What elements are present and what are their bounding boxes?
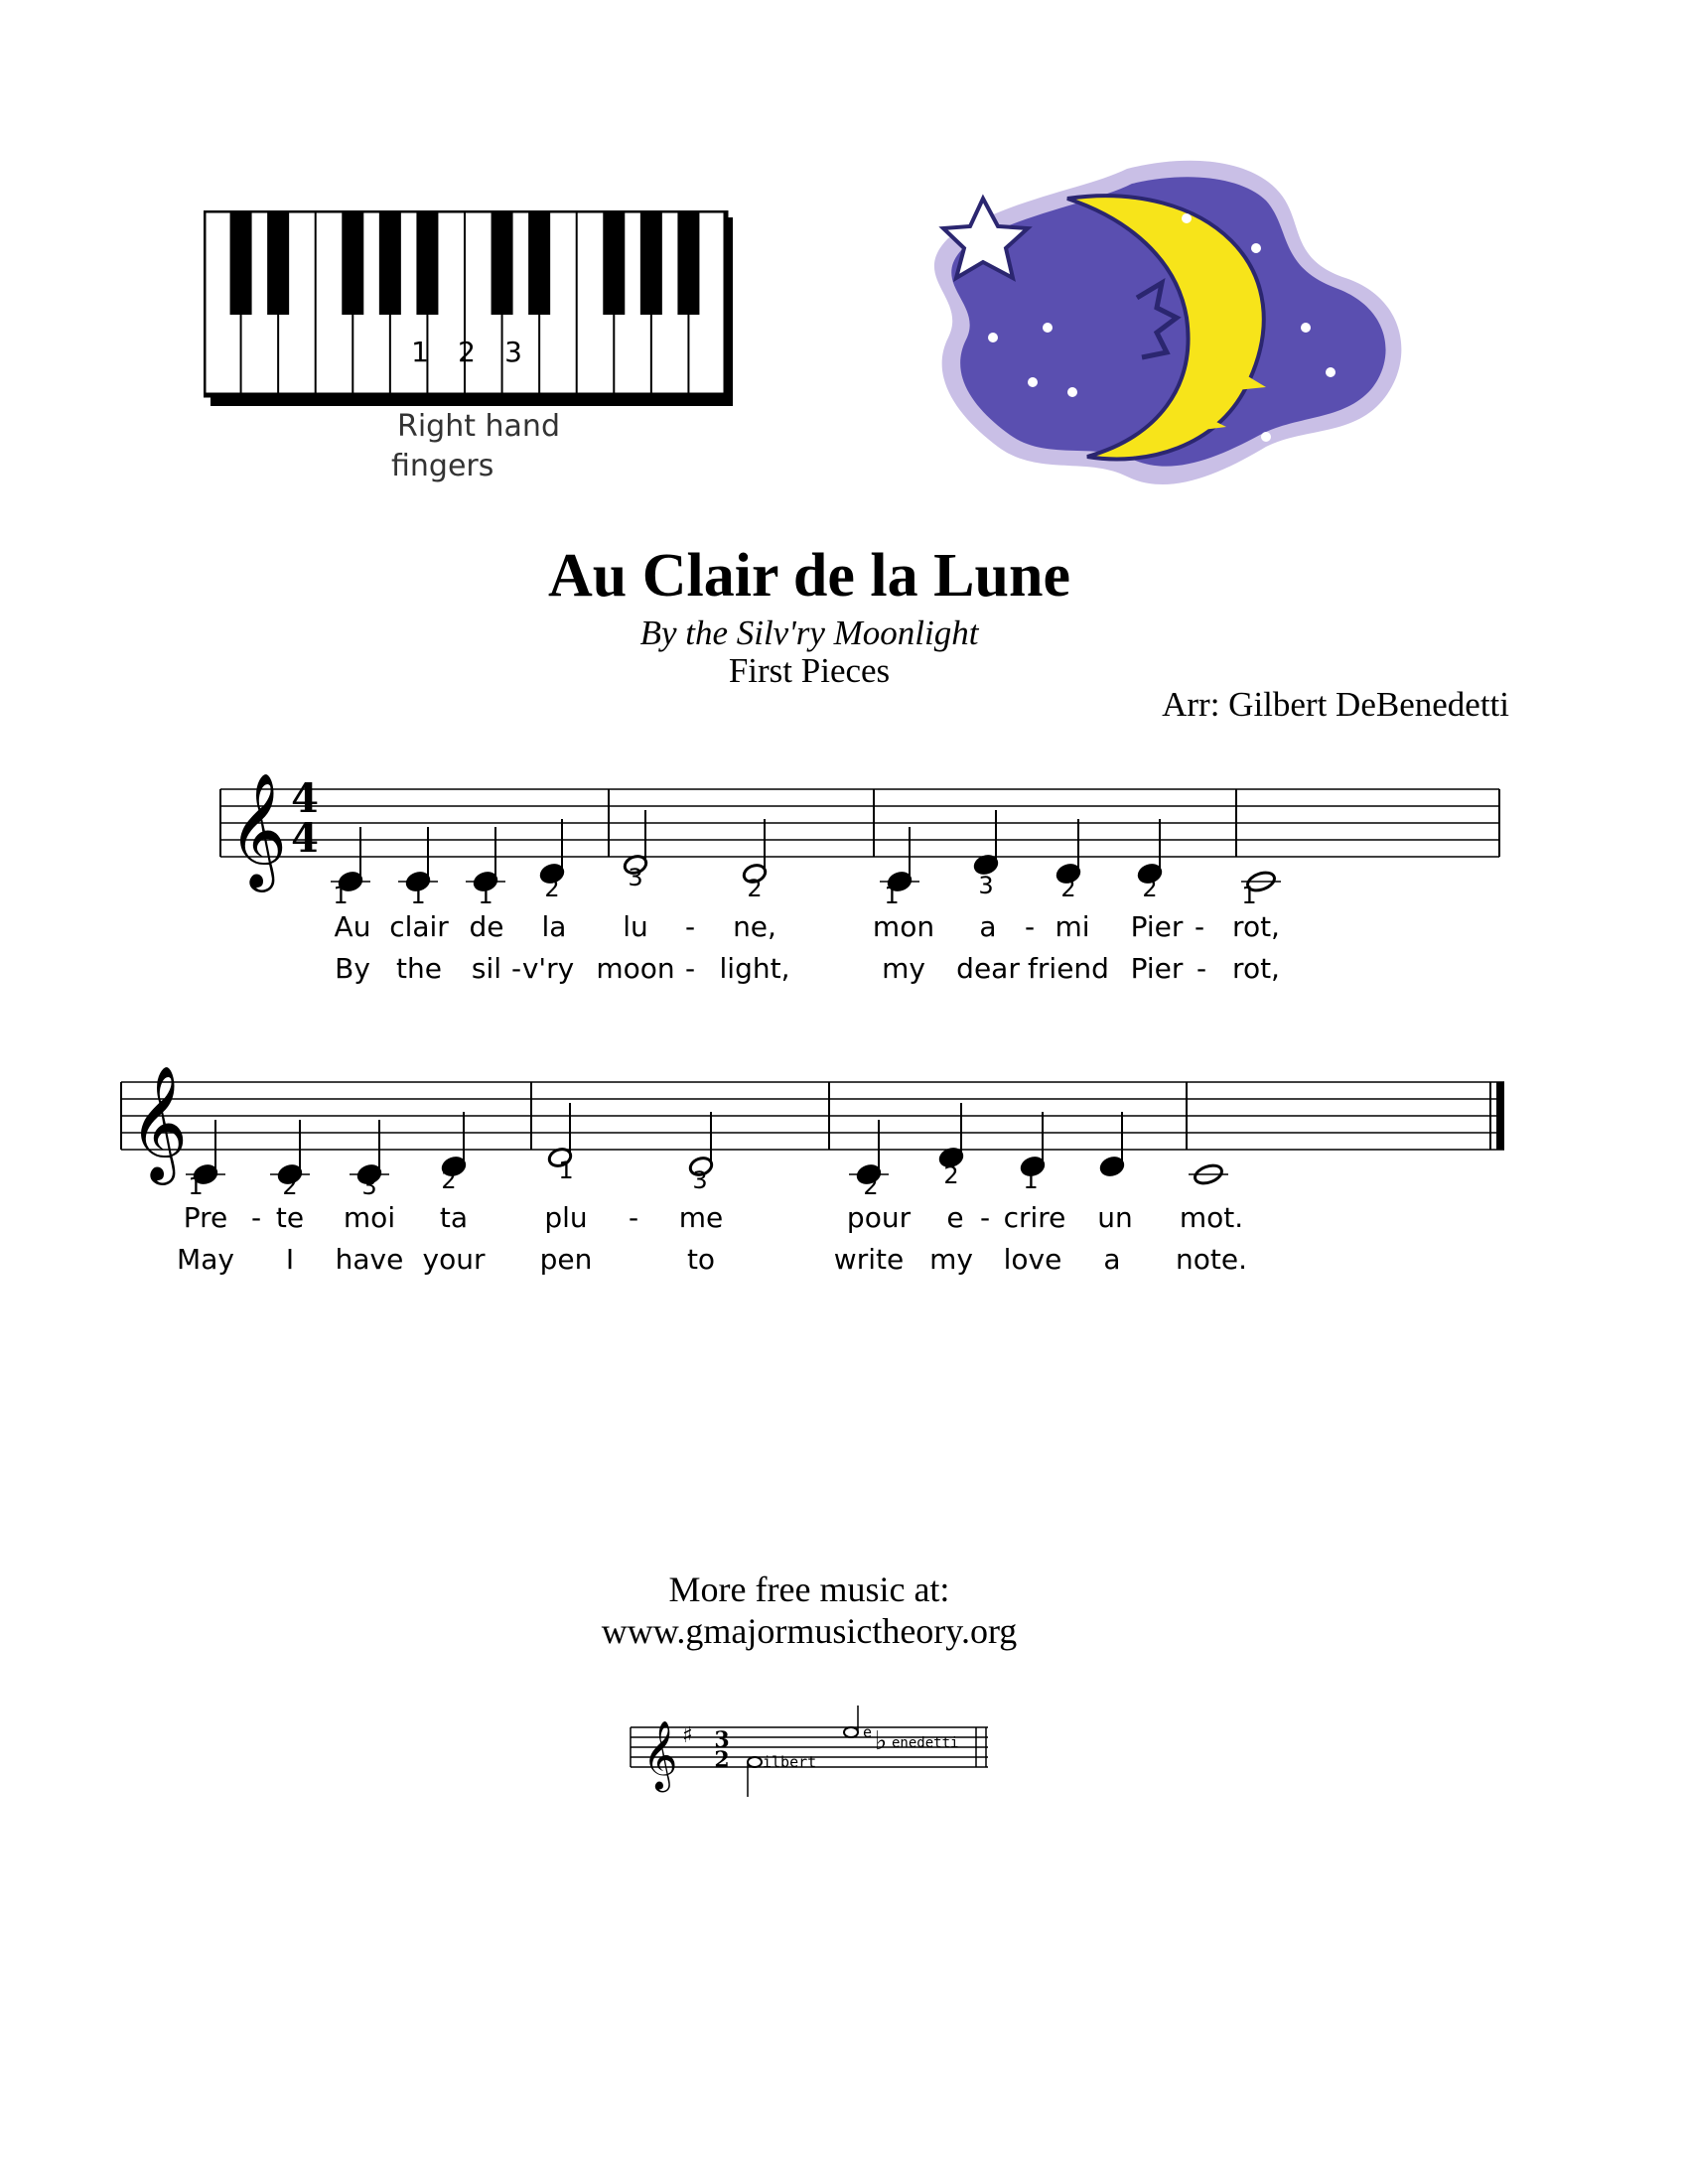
staff-system-1	[220, 771, 1499, 893]
signature-time-top: 3	[714, 1727, 730, 1753]
lyric-syllable: dear	[956, 952, 1020, 985]
lyric-syllable: ta	[439, 1201, 469, 1234]
time-signature-denominator: 4	[291, 815, 319, 862]
song-subtitle: By the Silv'ry Moonlight	[639, 614, 979, 652]
treble-clef-icon: 𝄞	[228, 771, 288, 887]
lyric-syllable: v'ry	[521, 952, 575, 985]
lyric-syllable: -	[979, 1201, 991, 1234]
signature-word-1: ilbert	[763, 1753, 817, 1771]
footer-text: More free music at:	[668, 1570, 950, 1609]
lyric-syllable: sil	[471, 952, 502, 985]
lyric-syllable: Pier	[1130, 952, 1184, 985]
lyric-syllable: May	[177, 1243, 234, 1276]
staff-system-2	[121, 1064, 1504, 1186]
finger-number: 2	[747, 875, 763, 902]
finger-number: 2	[1060, 875, 1076, 902]
svg-text:𝄞: 𝄞	[642, 1720, 678, 1790]
finger-number-1: 1	[411, 336, 429, 368]
svg-text:♭: ♭	[875, 1726, 888, 1756]
signature-time-bottom: 2	[714, 1747, 730, 1773]
lyric-syllable: mon	[872, 910, 935, 943]
finger-number: 3	[692, 1166, 708, 1194]
finger-number: 1	[1241, 882, 1257, 909]
arranger: Arr: Gilbert DeBenedetti	[1162, 685, 1509, 724]
lyric-syllable: -	[684, 910, 696, 943]
finger-number: 1	[410, 882, 426, 909]
lyric-syllable: moon	[596, 952, 675, 985]
signature-word-2: enedetti	[892, 1735, 959, 1751]
lyric-syllable: Au	[334, 910, 371, 943]
finger-number-2: 2	[458, 336, 476, 368]
time-signature-numerator: 4	[291, 775, 319, 822]
lyric-syllable: rot,	[1232, 910, 1280, 943]
lyric-syllable: -	[1194, 910, 1205, 943]
finger-number: 2	[863, 1172, 879, 1200]
finger-number: 2	[441, 1166, 457, 1194]
lyric-syllable: your	[422, 1243, 486, 1276]
lyric-syllable: mi	[1055, 910, 1090, 943]
finger-number: 1	[1023, 1166, 1039, 1194]
finger-number: 3	[978, 872, 994, 899]
lyric-syllable: friend	[1028, 952, 1109, 985]
fingering-system-2	[188, 1157, 1038, 1200]
finger-number: 2	[1142, 875, 1158, 902]
treble-clef-icon: 𝄞	[129, 1064, 189, 1180]
finger-number: 1	[333, 882, 349, 909]
lyric-syllable: a	[1103, 1243, 1121, 1276]
lyric-syllable: Pier	[1130, 910, 1184, 943]
lyric-syllable: ne,	[733, 910, 776, 943]
lyric-syllable: write	[833, 1243, 905, 1276]
lyric-syllable: love	[1003, 1243, 1062, 1276]
finger-number-3: 3	[504, 336, 522, 368]
lyric-syllable: me	[678, 1201, 724, 1234]
lyric-syllable: light,	[719, 952, 790, 985]
lyric-syllable: a	[979, 910, 997, 943]
lyric-syllable: -	[684, 952, 696, 985]
lyric-syllable: moi	[343, 1201, 396, 1234]
finger-number: 2	[943, 1161, 959, 1189]
fingering-system-1	[333, 864, 1256, 909]
lyric-syllable: -	[1196, 952, 1207, 985]
lyric-syllable: pour	[846, 1201, 912, 1234]
lyric-syllable: to	[686, 1243, 716, 1276]
svg-text:e: e	[863, 1723, 873, 1741]
lyric-syllable: Pre	[183, 1201, 228, 1234]
lyric-syllable: -	[1024, 910, 1036, 943]
lyric-syllable: -	[250, 1201, 262, 1234]
lyric-syllable: plu	[544, 1201, 588, 1234]
collection-name: First Pieces	[728, 651, 891, 690]
finger-number: 1	[478, 882, 493, 909]
lyric-syllable: pen	[539, 1243, 593, 1276]
finger-number: 1	[558, 1157, 574, 1184]
lyric-syllable: un	[1097, 1201, 1133, 1234]
lyric-syllable: mot.	[1179, 1201, 1244, 1234]
finger-number: 1	[884, 882, 900, 909]
lyric-syllable: lu	[623, 910, 648, 943]
lyric-syllable: have	[335, 1243, 404, 1276]
song-title: Au Clair de la Lune	[548, 542, 1070, 610]
caption-line-1: Right hand	[397, 409, 560, 444]
finger-number: 3	[628, 864, 643, 891]
finger-number: 3	[361, 1172, 377, 1200]
lyric-syllable: clair	[389, 910, 449, 943]
lyric-syllable: la	[541, 910, 567, 943]
lyric-syllable: -	[628, 1201, 639, 1234]
lyric-syllable: de	[469, 910, 504, 943]
lyric-syllable: e	[946, 1201, 964, 1234]
finger-number: 1	[188, 1172, 204, 1200]
lyric-syllable: te	[275, 1201, 305, 1234]
footer-url: www.gmajormusictheory.org	[601, 1611, 1018, 1651]
lyric-syllable: rot,	[1232, 952, 1280, 985]
lyric-syllable: -	[510, 952, 522, 985]
lyric-syllable: note.	[1176, 1243, 1247, 1276]
svg-text:♯: ♯	[682, 1723, 693, 1748]
lyric-syllable: my	[882, 952, 925, 985]
caption-line-2: fingers	[391, 449, 494, 483]
lyric-syllable: my	[929, 1243, 973, 1276]
lyric-syllable: I	[285, 1243, 295, 1276]
lyric-syllable: crire	[1003, 1201, 1066, 1234]
lyric-syllable: the	[396, 952, 442, 985]
signature-logo	[621, 1698, 998, 1807]
lyric-syllable: By	[335, 952, 370, 985]
finger-number: 2	[282, 1172, 298, 1200]
finger-number: 2	[544, 875, 560, 902]
